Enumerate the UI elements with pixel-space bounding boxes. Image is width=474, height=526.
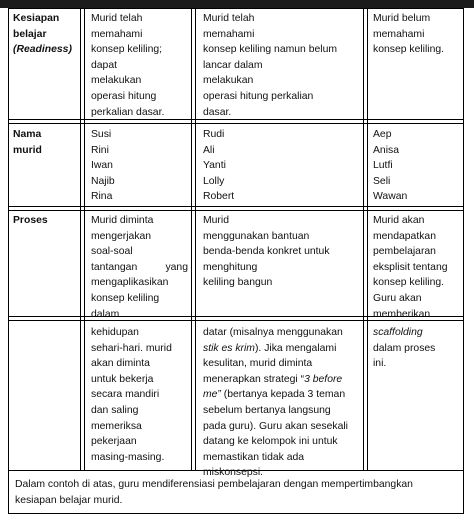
text-line-justified [91,260,188,276]
text-line: Murid telah [91,13,143,24]
text-line: sehari-hari. murid [91,342,172,354]
text-line: melakukan [203,75,254,87]
text-line: Guru akan [373,292,422,304]
footer-note [15,477,459,508]
text-line: pada guru). Guru akan sesekali [203,420,348,432]
text-line: ini. [373,358,387,370]
text-line: operasi hitung perkalian [203,90,314,102]
text-line [203,341,361,357]
text-line: untuk bekerja [91,373,154,385]
italic-term: scaffolding [373,327,423,338]
text-line: akan diminta [91,358,150,370]
readiness-label-text: Kesiapan belajar [13,13,60,40]
text-fragment: ). Jika mengalami [254,342,337,354]
student-name: Robert [203,191,235,203]
text-line: miskonsepsi. [203,467,264,479]
text-line: secara mandiri [91,389,160,401]
text-line: memahami [203,28,255,40]
text-line [203,372,361,388]
text-line: benda-benda konkret untuk [203,246,330,258]
student-name: Ali [203,144,215,156]
differentiation-table [8,8,464,514]
text-line: Murid belum [373,13,431,24]
continuation-group-2 [203,325,361,481]
text-line [203,387,361,403]
student-name: Seli [373,175,391,187]
text-fragment: menerapkan strategi “ [203,373,305,385]
text-line: kesulitan, murid diminta [203,358,313,370]
names-group-1 [91,127,189,205]
text-line: kehidupan [91,327,139,338]
names-group-2 [203,127,361,205]
text-line: memberikan [373,308,431,320]
text-line: pembelajaran [373,246,436,258]
student-name: Najib [91,175,115,187]
text-line: mengaplikasikan [91,277,169,289]
text-line: operasi hitung [91,90,157,102]
text-line: dalam [91,308,120,320]
names-label [13,127,65,158]
text-line: perkalian dasar. [91,106,165,118]
readiness-label [13,11,79,58]
student-name: Iwan [91,160,113,172]
text-line: datang ke kelompok ini untuk [203,436,338,448]
readiness-group-1 [91,11,189,120]
student-name: Yanti [203,160,226,172]
text-line: konsep keliling namun belum [203,44,338,56]
footer-line: kesiapan belajar murid. [15,494,123,506]
text-line: konsep keliling. [373,277,445,289]
student-name: Susi [91,129,112,140]
text-line: konsep keliling [91,292,160,304]
col-divider [195,9,196,470]
text-line: konsep keliling; [91,44,163,56]
col-divider [84,9,85,470]
text-line: Murid telah [203,13,255,24]
text-line: soal-soal [91,246,133,258]
process-group-2 [203,213,361,291]
text-word: tantangan [91,261,138,273]
text-line: mengerjakan [91,230,152,242]
text-line: melakukan [91,75,142,87]
col-divider [80,9,81,470]
continuation-group-3 [373,325,461,372]
names-label-text: Nama murid [13,129,42,156]
student-name: Aep [373,129,392,140]
text-line: Murid akan [373,215,425,226]
text-line: sebelum bertanya langsung [203,404,331,416]
italic-term: me” [203,389,221,401]
names-group-3 [373,127,461,205]
student-name: Rini [91,144,109,156]
text-line: dapat [91,59,118,71]
student-name: Rudi [203,129,225,140]
process-group-3 [373,213,461,322]
col-divider [367,9,368,470]
text-line: memahami [373,28,425,40]
process-label [13,213,79,229]
text-line: masing-masing. [91,451,165,463]
readiness-label-en: (Readiness) [13,44,72,56]
text-line: konsep keliling. [373,44,445,56]
student-name: Rina [91,191,113,203]
text-line: Murid [203,215,229,226]
student-name: Lolly [203,175,225,187]
text-line: menghitung [203,261,258,273]
readiness-group-2 [203,11,361,120]
row-divider [9,123,463,124]
italic-term: stik es krim [203,342,255,354]
process-group-1 [91,213,188,322]
text-line: dalam proses [373,342,436,354]
row-divider [9,206,463,207]
text-line: Murid diminta [91,215,154,226]
col-divider [191,9,192,470]
readiness-group-3 [373,11,461,58]
text-line: pekerjaan [91,436,137,448]
text-line: lancar dalam [203,59,263,71]
student-name: Anisa [373,144,399,156]
footer-line: Dalam contoh di atas, guru mendiferensiasi pembelajaran dengan mempertimbangkan [15,479,413,490]
text-line: memahami [91,28,143,40]
text-line: eksplisit tentang [373,261,448,273]
row-divider [9,210,463,211]
col-divider [363,9,364,470]
text-line: dasar. [203,106,232,118]
text-line: datar (misalnya menggunakan [203,327,343,338]
text-line: dan saling [91,404,139,416]
text-line: memeriksa [91,420,142,432]
top-dark-bar [0,0,474,8]
process-label-text: Proses [13,215,48,226]
text-line: mendapatkan [373,230,436,242]
text-fragment: (bertanya kepada 3 teman [220,389,346,401]
text-line: memastikan tidak ada [203,451,305,463]
text-word: yang [165,261,188,273]
student-name: Wawan [373,191,408,203]
continuation-group-1 [91,325,189,465]
student-name: Lutfi [373,160,393,172]
italic-term: 3 before [304,373,343,385]
text-line: keliling bangun [203,277,273,289]
text-line: menggunakan bantuan [203,230,310,242]
